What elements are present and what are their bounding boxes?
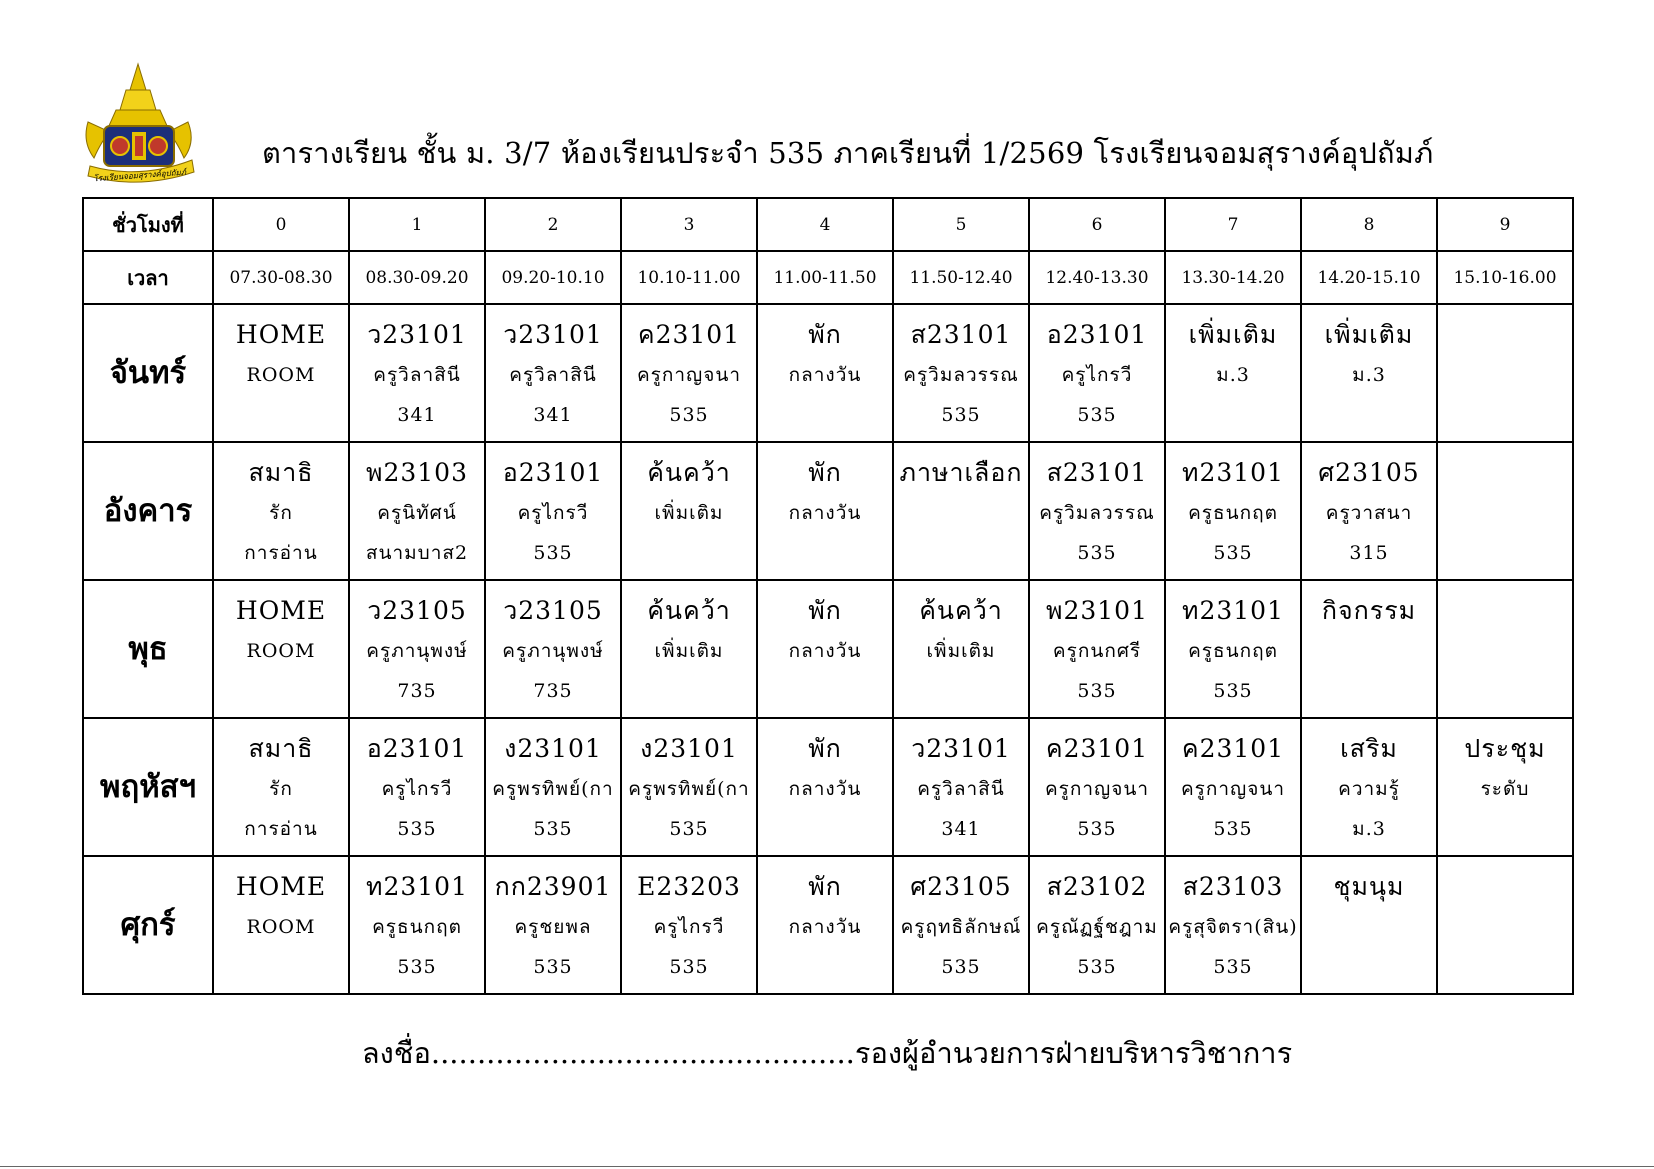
schedule-slot [1437, 442, 1573, 580]
slot-room [758, 671, 892, 711]
slot-teacher: กลางวัน [788, 640, 862, 662]
day-row [83, 580, 1573, 718]
slot-room: 535 [397, 818, 437, 840]
slot-room: 341 [397, 404, 437, 426]
slot-teacher: ม.3 [1216, 364, 1250, 386]
slot-subject: สมาธิ [248, 734, 314, 763]
slot-subject: ส23103 [1182, 872, 1284, 901]
slot-room: 535 [1077, 404, 1117, 426]
slot-subject: เพิ่มเติม [1188, 320, 1278, 349]
slot-room: 535 [533, 956, 573, 978]
slot-subject: เพิ่มเติม [1324, 320, 1414, 349]
slot-subject [1438, 591, 1572, 631]
slot-subject [1438, 867, 1572, 907]
slot-room: 341 [533, 404, 573, 426]
day-name [83, 442, 213, 580]
period-number [893, 198, 1029, 251]
slot-subject: เสริม [1340, 734, 1398, 763]
slot-room: 535 [941, 956, 981, 978]
slot-teacher: กลางวัน [788, 916, 862, 938]
slot-subject: อ23101 [1046, 320, 1148, 349]
period-number [621, 198, 757, 251]
schedule-slot [893, 856, 1029, 994]
period-header-row [83, 198, 1573, 251]
slot-teacher: ครูธนกฤต [1188, 502, 1278, 524]
schedule-slot [1029, 580, 1165, 718]
slot-teacher: ROOM [246, 916, 316, 938]
schedule-slot [213, 718, 349, 856]
slot-subject: ชุมนุม [1333, 872, 1405, 901]
slot-subject: ประชุม [1464, 734, 1546, 763]
schedule-slot [349, 856, 485, 994]
schedule-slot [1301, 304, 1437, 442]
period-number-text: 2 [547, 214, 559, 235]
slot-room [1302, 395, 1436, 435]
slot-subject: ค้นคว้า [919, 596, 1003, 625]
period-number-text: 9 [1499, 214, 1511, 235]
slot-teacher: เพิ่มเติม [654, 640, 724, 662]
slot-room: 535 [1077, 542, 1117, 564]
slot-room [1438, 947, 1572, 987]
slot-teacher: ครูวิมลวรรณ [1039, 502, 1155, 524]
slot-subject: ว23101 [367, 320, 467, 349]
period-number-text: 5 [955, 214, 967, 235]
slot-subject: พ23103 [365, 458, 468, 487]
slot-teacher: ครูกาญจนา [636, 364, 742, 386]
slot-room: 535 [1077, 818, 1117, 840]
slot-room [758, 947, 892, 987]
slot-teacher: ครูชยพล [514, 916, 592, 938]
slot-room [622, 533, 756, 573]
schedule-slot [213, 442, 349, 580]
slot-teacher: ครูวาสนา [1325, 502, 1413, 524]
period-time-text: 14.20-15.10 [1317, 267, 1421, 288]
slot-subject: ค้นคว้า [647, 458, 731, 487]
slot-teacher [1438, 493, 1572, 533]
period-number-text: 0 [275, 214, 287, 235]
period-time-text: 10.10-11.00 [637, 267, 741, 288]
slot-room [758, 395, 892, 435]
slot-room [1302, 947, 1436, 987]
schedule-slot [349, 718, 485, 856]
slot-teacher: ครูกาญจนา [1044, 778, 1150, 800]
period-number [485, 198, 621, 251]
schedule-slot [485, 718, 621, 856]
slot-teacher: ครูไกรวี [517, 502, 589, 524]
period-time [213, 251, 349, 304]
schedule-slot [1029, 304, 1165, 442]
signature-line: ลงชื่อ..............................................รองผู้อำนวยการฝ่ายบริหารวิชาการ [361, 1036, 1293, 1070]
slot-room [1438, 533, 1572, 573]
slot-teacher: ROOM [246, 640, 316, 662]
slot-teacher: ครูธนกฤต [372, 916, 462, 938]
schedule-slot [621, 718, 757, 856]
slot-room: 535 [1213, 818, 1253, 840]
slot-subject: กก23901 [494, 872, 612, 901]
slot-room: 535 [1213, 680, 1253, 702]
schedule-slot [349, 304, 485, 442]
slot-teacher: ครูภานุพงษ์ [366, 640, 468, 662]
schedule-slot [349, 580, 485, 718]
period-number-text: 6 [1091, 214, 1103, 235]
period-number [1437, 198, 1573, 251]
slot-room [214, 671, 348, 711]
period-time-text: 13.30-14.20 [1181, 267, 1285, 288]
day-row [83, 718, 1573, 856]
period-number [1029, 198, 1165, 251]
slot-subject: กิจกรรม [1321, 596, 1417, 625]
school-logo [80, 62, 210, 192]
schedule-slot [485, 304, 621, 442]
period-number-text: 1 [411, 214, 423, 235]
slot-teacher: ครูภานุพงษ์ [502, 640, 604, 662]
slot-room: 535 [1077, 956, 1117, 978]
schedule-slot [621, 856, 757, 994]
day-name-text: อังคาร [103, 493, 193, 529]
schedule-slot [1301, 580, 1437, 718]
day-row [83, 304, 1573, 442]
slot-teacher: ครูวิลาสินี [917, 778, 1005, 800]
slot-teacher: ครูพรทิพย์(กา [628, 778, 750, 800]
slot-teacher: ครูไกรวี [381, 778, 453, 800]
period-time-text: 08.30-09.20 [365, 267, 469, 288]
svg-text:โรงเรียนจอมสุรางค์อุปถัมภ์: โรงเรียนจอมสุรางค์อุปถัมภ์ [93, 167, 187, 184]
slot-teacher: ครูนิทัศน์ [377, 502, 457, 524]
schedule-slot [213, 304, 349, 442]
slot-room: สนามบาส2 [365, 542, 469, 564]
schedule-slot [485, 442, 621, 580]
period-time-text: 11.50-12.40 [909, 267, 1013, 288]
slot-teacher: ครูไกรวี [653, 916, 725, 938]
school-emblem-icon [80, 62, 210, 192]
slot-room: ม.3 [1352, 818, 1386, 840]
period-number-text: 4 [819, 214, 831, 235]
slot-room [1166, 395, 1300, 435]
schedule-slot [757, 442, 893, 580]
slot-room: 535 [397, 956, 437, 978]
schedule-slot [757, 304, 893, 442]
slot-teacher [1438, 631, 1572, 671]
slot-subject: พัก [808, 596, 842, 625]
time-header-label-text: เวลา [127, 265, 169, 290]
slot-room [894, 671, 1028, 711]
schedule-slot [1165, 304, 1301, 442]
period-time-text: 07.30-08.30 [229, 267, 333, 288]
schedule-slot [349, 442, 485, 580]
slot-subject: ว23101 [911, 734, 1011, 763]
slot-teacher: ความรู้ [1338, 778, 1400, 800]
schedule-slot [1437, 304, 1573, 442]
schedule-slot [1301, 442, 1437, 580]
slot-room: การอ่าน [244, 542, 318, 564]
day-row [83, 442, 1573, 580]
slot-subject: ค้นคว้า [647, 596, 731, 625]
day-row [83, 856, 1573, 994]
slot-subject: HOME [235, 320, 327, 349]
slot-teacher: เพิ่มเติม [654, 502, 724, 524]
slot-teacher: ครูฤทธิลักษณ์ [900, 916, 1022, 938]
period-time-text: 09.20-10.10 [501, 267, 605, 288]
schedule-slot [621, 580, 757, 718]
slot-teacher: เพิ่มเติม [926, 640, 996, 662]
slot-room: 535 [669, 404, 709, 426]
period-number-text: 8 [1363, 214, 1375, 235]
period-time [485, 251, 621, 304]
slot-subject: ส23101 [910, 320, 1012, 349]
period-time [1301, 251, 1437, 304]
schedule-slot [485, 580, 621, 718]
day-name-text: จันทร์ [109, 355, 187, 391]
slot-subject: ศ23105 [1318, 458, 1420, 487]
slot-subject: ส23102 [1046, 872, 1148, 901]
slot-teacher: ครูกนกศรี [1052, 640, 1142, 662]
slot-teacher [1438, 907, 1572, 947]
slot-subject: ว23105 [503, 596, 603, 625]
slot-room [214, 947, 348, 987]
slot-subject: ว23101 [503, 320, 603, 349]
day-name-text: พฤหัสฯ [100, 769, 196, 805]
schedule-slot [1437, 718, 1573, 856]
schedule-slot [1029, 856, 1165, 994]
slot-subject [1438, 453, 1572, 493]
schedule-slot [1165, 442, 1301, 580]
slot-room: 315 [1349, 542, 1389, 564]
period-time [1437, 251, 1573, 304]
slot-room [758, 533, 892, 573]
page-bottom-rule [0, 1166, 1654, 1167]
slot-subject: E23203 [637, 872, 741, 901]
day-name [83, 856, 213, 994]
period-time [757, 251, 893, 304]
slot-subject: ส23101 [1046, 458, 1148, 487]
slot-subject: ง23101 [504, 734, 602, 763]
slot-teacher: กลางวัน [788, 778, 862, 800]
slot-room: 735 [533, 680, 573, 702]
period-number-text: 3 [683, 214, 695, 235]
period-number [349, 198, 485, 251]
schedule-slot [1301, 718, 1437, 856]
slot-teacher: รัก [269, 502, 293, 524]
slot-teacher: ครูวิลาสินี [373, 364, 461, 386]
slot-room: 535 [533, 818, 573, 840]
slot-subject: ท23101 [1181, 596, 1284, 625]
slot-subject: ศ23105 [910, 872, 1012, 901]
day-name-text: ศุกร์ [120, 907, 176, 943]
period-time-text: 12.40-13.30 [1045, 267, 1149, 288]
schedule-slot [621, 304, 757, 442]
day-name [83, 718, 213, 856]
slot-room [1302, 671, 1436, 711]
day-name [83, 304, 213, 442]
slot-room: 535 [941, 404, 981, 426]
slot-subject: พัก [808, 734, 842, 763]
slot-subject: ท23101 [1181, 458, 1284, 487]
slot-teacher: กลางวัน [788, 364, 862, 386]
class-schedule-table [82, 197, 1574, 995]
slot-teacher: ครูวิลาสินี [509, 364, 597, 386]
slot-subject: อ23101 [502, 458, 604, 487]
slot-room: 735 [397, 680, 437, 702]
schedule-slot [893, 442, 1029, 580]
schedule-slot [1301, 856, 1437, 994]
slot-teacher: ม.3 [1352, 364, 1386, 386]
schedule-slot [893, 304, 1029, 442]
slot-teacher: ครูไกรวี [1061, 364, 1133, 386]
schedule-slot [1437, 580, 1573, 718]
schedule-slot [1029, 442, 1165, 580]
slot-subject: สมาธิ [248, 458, 314, 487]
slot-teacher: กลางวัน [788, 502, 862, 524]
slot-subject: ภาษาเลือก [899, 458, 1023, 487]
slot-room: 535 [533, 542, 573, 564]
period-number [757, 198, 893, 251]
slot-subject: ค23101 [1181, 734, 1285, 763]
slot-teacher: ระดับ [1480, 778, 1530, 800]
period-header-label-text: ชั่วโมงที่ [112, 212, 184, 237]
slot-room: 535 [1213, 956, 1253, 978]
slot-subject: HOME [235, 596, 327, 625]
period-number [1165, 198, 1301, 251]
time-header-label [83, 251, 213, 304]
page-title: ตารางเรียน ชั้น ม. 3/7 ห้องเรียนประจำ 535 ภาคเรียนที่ 1/2569 โรงเรียนจอมสุรางค์อุปถัมภ์ [262, 136, 1434, 170]
slot-teacher: ครูสุจิตรา(สิน) [1168, 916, 1298, 938]
slot-room: 535 [1213, 542, 1253, 564]
slot-room [758, 809, 892, 849]
schedule-slot [621, 442, 757, 580]
slot-room: 535 [1077, 680, 1117, 702]
slot-teacher: ครูพรทิพย์(กา [492, 778, 614, 800]
period-time [349, 251, 485, 304]
slot-room [894, 533, 1028, 573]
schedule-slot [1029, 718, 1165, 856]
slot-subject: พัก [808, 458, 842, 487]
period-time-text: 15.10-16.00 [1453, 267, 1557, 288]
schedule-slot [1165, 856, 1301, 994]
period-number-text: 7 [1227, 214, 1239, 235]
period-time [621, 251, 757, 304]
schedule-slot [485, 856, 621, 994]
slot-room [1438, 671, 1572, 711]
slot-teacher: ครูธนกฤต [1188, 640, 1278, 662]
schedule-slot [1165, 580, 1301, 718]
schedule-slot [893, 718, 1029, 856]
slot-subject: ค23101 [637, 320, 741, 349]
slot-teacher [1302, 631, 1436, 671]
slot-teacher [1438, 355, 1572, 395]
slot-room [214, 395, 348, 435]
time-header-row [83, 251, 1573, 304]
schedule-slot [757, 580, 893, 718]
slot-teacher: รัก [269, 778, 293, 800]
slot-teacher: ROOM [246, 364, 316, 386]
slot-subject: ว23105 [367, 596, 467, 625]
slot-subject: ง23101 [640, 734, 738, 763]
slot-room [1438, 809, 1572, 849]
day-name-text: พุธ [128, 631, 168, 667]
period-number [1301, 198, 1437, 251]
schedule-slot [757, 856, 893, 994]
schedule-slot [213, 580, 349, 718]
period-time [1029, 251, 1165, 304]
period-time-text: 11.00-11.50 [773, 267, 877, 288]
slot-room: 341 [941, 818, 981, 840]
slot-teacher: ครูกาญจนา [1180, 778, 1286, 800]
slot-subject: พัก [808, 872, 842, 901]
slot-teacher: ครูวิมลวรรณ [903, 364, 1019, 386]
day-name [83, 580, 213, 718]
period-time [893, 251, 1029, 304]
slot-subject [1438, 315, 1572, 355]
schedule-slot [757, 718, 893, 856]
schedule-slot [213, 856, 349, 994]
slot-subject: อ23101 [366, 734, 468, 763]
slot-teacher [894, 493, 1028, 533]
slot-subject: HOME [235, 872, 327, 901]
period-header-label [83, 198, 213, 251]
slot-teacher [1302, 907, 1436, 947]
slot-subject: พ23101 [1045, 596, 1148, 625]
slot-room [1438, 395, 1572, 435]
schedule-slot [1165, 718, 1301, 856]
slot-room: 535 [669, 818, 709, 840]
period-number [213, 198, 349, 251]
period-time [1165, 251, 1301, 304]
slot-teacher: ครูณัฏฐ์ชฎาม [1036, 916, 1158, 938]
slot-room: 535 [669, 956, 709, 978]
slot-subject: ท23101 [365, 872, 468, 901]
slot-subject: พัก [808, 320, 842, 349]
schedule-slot [1437, 856, 1573, 994]
schedule-slot [893, 580, 1029, 718]
slot-room: การอ่าน [244, 818, 318, 840]
slot-subject: ค23101 [1045, 734, 1149, 763]
slot-room [622, 671, 756, 711]
